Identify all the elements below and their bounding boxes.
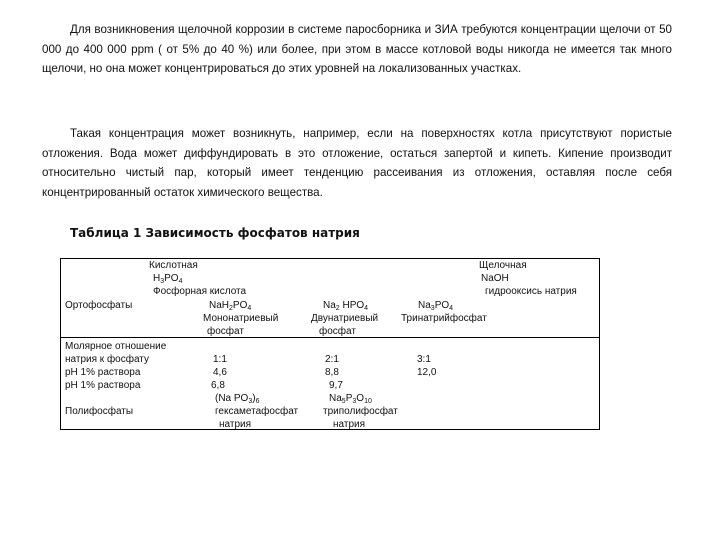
monosodium-name-1: Мононатриевый: [203, 313, 279, 324]
ph-row-2-hexa: 6,8: [211, 380, 225, 391]
monosodium-name-2: фосфат: [207, 326, 244, 337]
paragraph-1-text: Для возникновения щелочной коррозии в системе паросборника и ЗИА требуются концентрации щелочи от 50 000 до 400 000 ppm ( от 5% до 40 %) или более, при этом в массе котловой воды никогда не имеется так много щелочи, но она может концентрироваться до этих уровней на локализованных участках.: [42, 23, 672, 75]
molar-ratio-tri: 3:1: [417, 354, 431, 365]
hexametaphosphate-formula: (Na $PO_3)_6$: [215, 393, 260, 405]
sodium-phosphates-table: [60, 258, 600, 430]
tripolyphosphate-name-1: триполифосфат: [323, 406, 398, 417]
paragraph-2-text: Такая концентрация может возникнуть, например, если на поверхностях котла присутствуют пористые отложения. Вода может диффундировать в это отложение, остаться запертой и кипеть. Кипение производит относительно чистый пар, который имеет тенденцию рассеивания из отложения, оставляя после себя концентрированный остаток химического вещества.: [42, 127, 672, 199]
trisodium-formula: $Na_3PO_4$: [418, 300, 454, 312]
disodium-formula: $Na_2$ $HPO_4$: [323, 300, 369, 312]
trisodium-name: Тринатрийфосфат: [401, 313, 487, 324]
ph-row-1-tri: 12,0: [417, 367, 437, 378]
disodium-name-1: Двунатриевый: [311, 313, 379, 324]
molar-ratio-mono: 1:1: [213, 354, 227, 365]
table-caption: Таблица 1 Зависимость фосфатов натрия: [70, 226, 360, 240]
orthophosphates-label: Ортофосфаты: [65, 300, 133, 311]
monosodium-formula: $NaH_2PO_4$: [209, 300, 252, 312]
molar-ratio-label-1: Молярное отношение: [65, 341, 167, 352]
ph-row-2-label: pH 1% раствора: [65, 380, 141, 391]
header-acid-label: Кислотная: [149, 260, 198, 271]
molar-ratio-di: 2:1: [325, 354, 339, 365]
ph-row-1-di: 8,8: [325, 367, 339, 378]
acid-name: Фосфорная кислота: [153, 286, 247, 297]
paragraph-alkaline-corrosion: [42, 20, 672, 79]
molar-ratio-label-2: натрия к фосфату: [65, 354, 149, 365]
tripolyphosphate-formula: $Na_5P_3O_{10}$: [329, 393, 372, 405]
alkali-name: гидрооксись натрия: [485, 286, 577, 297]
alkali-formula: NaOH: [481, 273, 509, 284]
header-alkaline-label: Щелочная: [479, 260, 527, 271]
hexametaphosphate-name-1: гексаметафосфат: [215, 406, 299, 417]
table-divider: [61, 337, 599, 338]
disodium-name-2: фосфат: [319, 326, 356, 337]
hexametaphosphate-name-2: натрия: [219, 419, 252, 430]
ph-row-2-tripoly: 9,7: [329, 380, 343, 391]
tripolyphosphate-name-2: натрия: [333, 419, 366, 430]
acid-formula: $H_3PO_4$: [153, 273, 183, 285]
ph-row-1-mono: 4,6: [213, 367, 227, 378]
ph-row-1-label: pH 1% раствора: [65, 367, 141, 378]
polyphosphates-label: Полифосфаты: [65, 406, 134, 417]
paragraph-concentration: [42, 124, 672, 202]
